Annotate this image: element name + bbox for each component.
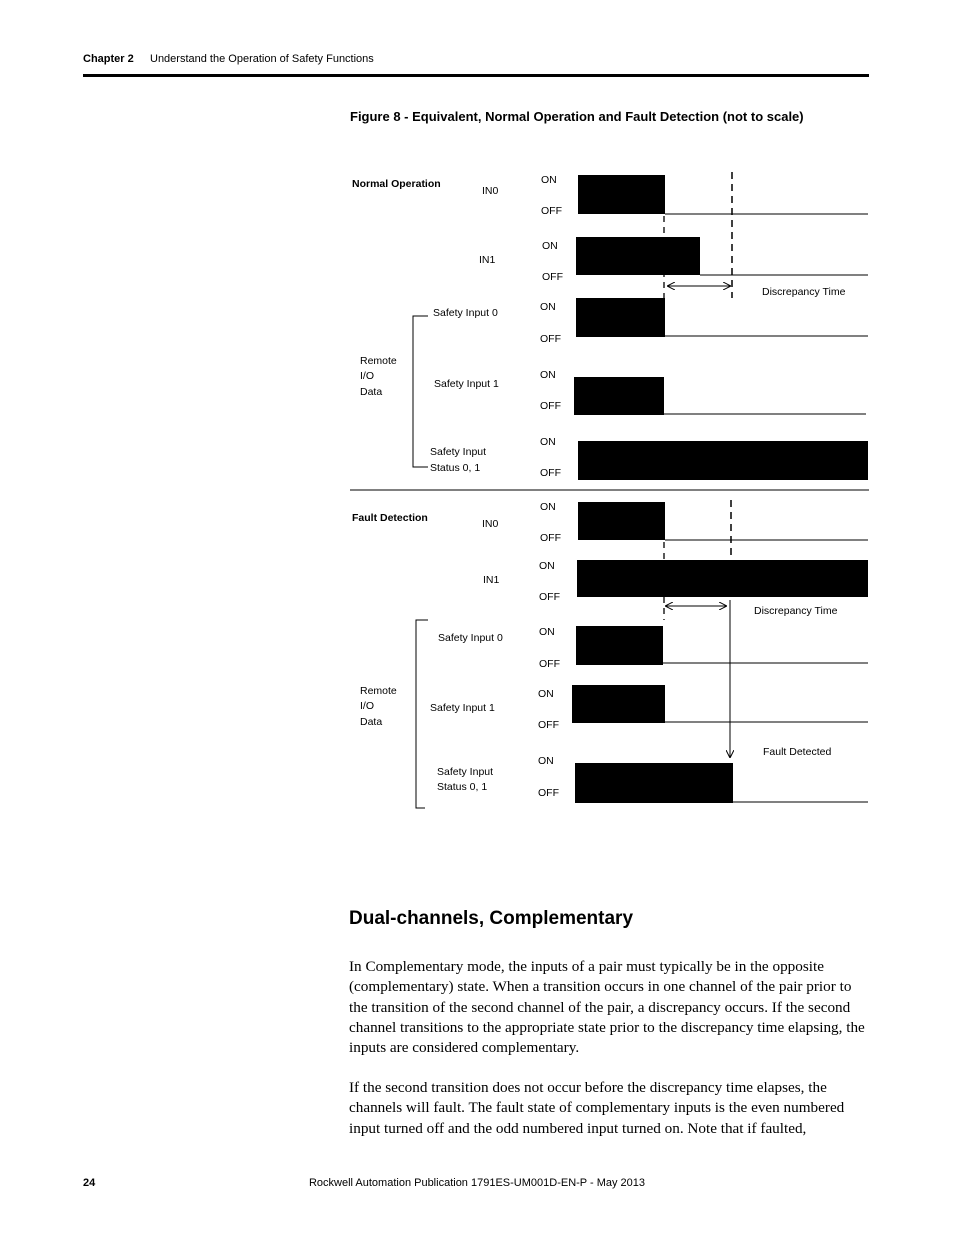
footer-page-number: 24	[83, 1177, 96, 1189]
fault-si0-on: ON	[539, 626, 555, 638]
normal-in0-off: OFF	[541, 205, 562, 217]
footer-publication: Rockwell Automation Publication 1791ES-UM001D-EN-P - May 2013	[308, 1177, 646, 1189]
fault-status-on-pulse	[575, 763, 733, 803]
fault-status-label-line2: Status 0, 1	[437, 781, 488, 793]
normal-in0-on-pulse	[578, 175, 665, 214]
normal-in1-off: OFF	[542, 271, 563, 283]
normal-si0-off: OFF	[540, 333, 561, 345]
fault-remote-label-line2: I/O	[360, 700, 375, 712]
fault-si1-on-pulse	[572, 685, 665, 723]
fault-detection-title: Fault Detection	[352, 512, 428, 524]
normal-status-label-line1: Safety Input	[430, 446, 487, 458]
normal-status-label-line2: Status 0, 1	[430, 462, 481, 474]
fault-in1-label: IN1	[483, 574, 500, 586]
normal-discrepancy-label: Discrepancy Time	[762, 286, 846, 298]
normal-status-on: ON	[540, 436, 556, 448]
normal-in0-on: ON	[541, 174, 557, 186]
body-paragraph-2: If the second transition does not occur before the discrepancy time elapses, the channels will fault. The fault state of complementary inputs is the even numbered input turned off and the odd numbered input turned on. Note that if faulted,	[349, 1079, 845, 1137]
fault-in1-on: ON	[539, 560, 555, 572]
fault-status-off: OFF	[538, 787, 559, 799]
normal-status-on-pulse	[578, 441, 868, 480]
fault-in0-on: ON	[540, 501, 556, 513]
fault-in0-label: IN0	[482, 518, 499, 530]
normal-remote-label-line3: Data	[360, 386, 383, 398]
fault-bracket	[416, 620, 428, 808]
fault-status-label-line1: Safety Input	[437, 766, 494, 778]
normal-si1-off: OFF	[540, 400, 561, 412]
normal-in1-label: IN1	[479, 254, 496, 266]
fault-discrepancy-label: Discrepancy Time	[754, 605, 838, 617]
fault-safety-input-0-label: Safety Input 0	[438, 632, 503, 644]
normal-remote-label-line2: I/O	[360, 370, 375, 382]
normal-in1-on-pulse	[576, 237, 700, 275]
normal-si1-on: ON	[540, 369, 556, 381]
normal-remote-label-line1: Remote	[360, 355, 397, 367]
normal-operation-title: Normal Operation	[352, 178, 441, 190]
normal-in1-on: ON	[542, 240, 558, 252]
fault-si0-off: OFF	[539, 658, 560, 670]
normal-si0-on: ON	[540, 301, 556, 313]
fault-si1-off: OFF	[538, 719, 559, 731]
normal-status-off: OFF	[540, 467, 561, 479]
fault-in0-on-pulse	[578, 502, 665, 540]
header-title: Understand the Operation of Safety Functions	[150, 53, 374, 65]
normal-si0-on-pulse	[576, 298, 665, 337]
normal-in0-label: IN0	[482, 185, 499, 197]
figure-caption: Figure 8 - Equivalent, Normal Operation and Fault Detection (not to scale)	[350, 109, 804, 124]
fault-safety-input-1-label: Safety Input 1	[430, 702, 495, 714]
fault-in1-off: OFF	[539, 591, 560, 603]
normal-si1-on-pulse	[574, 377, 664, 415]
fault-detected-label: Fault Detected	[763, 746, 832, 758]
normal-safety-input-0-label: Safety Input 0	[433, 307, 498, 319]
fault-remote-label-line3: Data	[360, 716, 383, 728]
fault-si0-on-pulse	[576, 626, 663, 665]
fault-in0-off: OFF	[540, 532, 561, 544]
normal-bracket	[413, 316, 428, 467]
normal-safety-input-1-label: Safety Input 1	[434, 378, 499, 390]
fault-si1-on: ON	[538, 688, 554, 700]
section-heading: Dual-channels, Complementary	[349, 908, 634, 929]
fault-in1-on-pulse	[577, 560, 868, 597]
fault-status-on: ON	[538, 755, 554, 767]
fault-remote-label-line1: Remote	[360, 685, 397, 697]
header-chapter: Chapter 2	[83, 53, 134, 65]
body-paragraph-1: In Complementary mode, the inputs of a pair must typically be in the opposite (complementary) state. When a transition occurs in one channel of the pair prior to the transition of the second channel of the pair, a discrepancy occurs. If the second channel transitions to the appropriate state prior to the discrepancy time elapsing, the inputs are considered complementary.	[349, 958, 865, 1057]
